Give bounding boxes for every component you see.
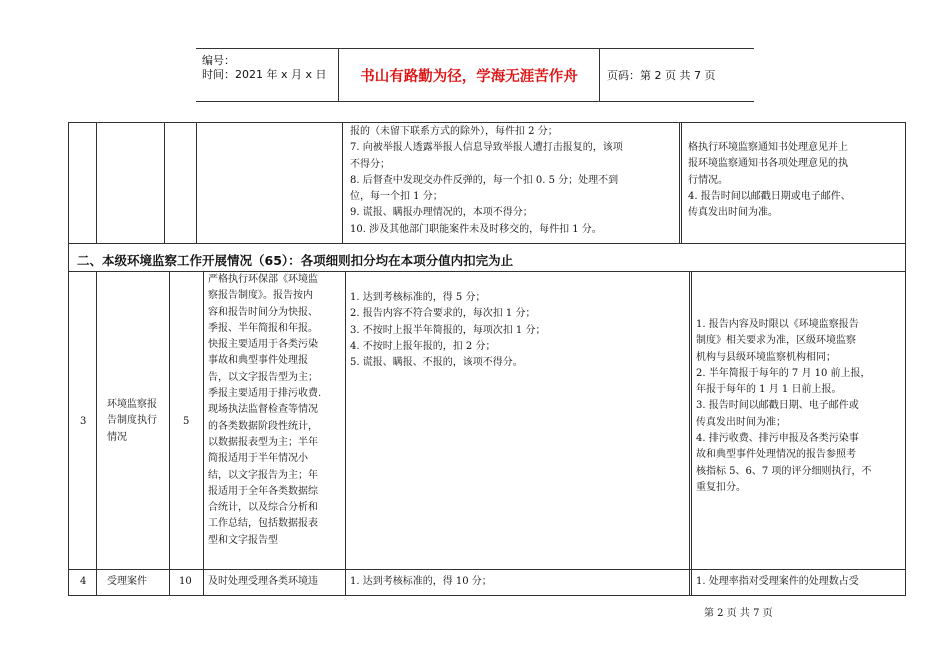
row4-name: 受理案件 (107, 576, 147, 587)
document-header (196, 48, 754, 102)
section-title: 二、本级环境监察工作开展情况（65）：各项细则扣分均在本项分值内扣完为止 (77, 253, 514, 268)
column-divider (203, 271, 204, 595)
row-divider (69, 271, 905, 272)
column-divider (196, 123, 197, 243)
header-motto-cell (338, 49, 600, 101)
row4-content: 及时处理受理各类环境违 (208, 576, 318, 587)
row4-score: 10 (179, 576, 192, 587)
header-page-cell (599, 49, 754, 101)
row-divider (69, 569, 905, 570)
column-divider (689, 271, 690, 595)
row4-index: 4 (80, 576, 87, 587)
column-divider (96, 271, 97, 595)
row3-notes: 1. 报告内容及时限以《环境监察报告 制度》相关要求为准，区级环境监察 机构与县级环境监察机构相同； 2. 半年简报于每年的 7 月 10 前上报， 年报于每年的 1 月 1 日前上报。 3. 报告时间以邮戳日期、电子邮件或 传真发出时间为准； 4. 排污收费、排污申报及各类污染事 故和典型事件处理情况的报告参照考 核指标 5、6、7 项的评分细则执行，不 重复扣分。 (696, 319, 872, 493)
motto-text: 书山有路勤为径，学海无涯苦作舟 (360, 69, 578, 85)
column-divider (691, 271, 692, 595)
column-divider (342, 123, 343, 243)
row3-name: 环境监察报 告制度执行 情况 (107, 399, 157, 443)
time-label: 时间：2021 年 x 月 x 日 (202, 68, 327, 81)
row-divider (69, 243, 905, 244)
header-meta-cell (196, 49, 338, 101)
row3-index: 3 (80, 416, 87, 427)
page-footer: 第 2 页 共 7 页 (704, 608, 773, 619)
column-divider (345, 271, 346, 595)
row3-score: 5 (183, 416, 190, 427)
column-divider (169, 271, 170, 595)
top-criteria-text: 报的（未留下联系方式的除外），每件扣 2 分； 7. 向被举报人透露举报人信息导致举报人遭打击报复的，该项 不得分； 8. 后督查中发现交办件反弹的，每一个扣 0. 5 分；处理不到 位，每一个扣 1 分； 9. 谎报、瞒报办理情况的，本项不得分； 10. 涉及其他部门职能案件未及时移交的，每件扣 1 分。 (350, 126, 623, 235)
row4-criteria: 1. 达到考核标准的，得 10 分； (350, 576, 492, 587)
column-divider (681, 123, 682, 243)
row3-content: 严格执行环保部《环境监 察报告制度》。报告按内 容和报告时间分为快报、 季报、半年简报和年报。 快报主要适用于各类污染 事故和典型事件处理报 告，以文字报告型为主； 季报主要适用于排污收费. 现场执法监督检查等情况 的各类数据阶段性统计， 以数据报表型为主；半年 简报适用于半年情况小 结，以文字报告为主；年 报适用于全年各类数据综 合统计，以及综合分析和 工作总结，包括数据报表 型和文字报告型 (208, 274, 322, 546)
top-notes-text: 格执行环境监察通知书处理意见并上 报环境监察通知书各项处理意见的执 行情况。 4. 报告时间以邮戳日期或电子邮件、 传真发出时间为准。 (688, 142, 851, 219)
number-label: 编号： (202, 54, 235, 67)
assessment-table (68, 122, 906, 596)
row3-criteria: 1. 达到考核标准的，得 5 分； 2. 报告内容不符合要求的，每次扣 1 分； 3. 不按时上报半年简报的，每项次扣 1 分； 4. 不按时上报年报的，扣 2 分； 5. 谎报、瞒报、不报的，该项不得分。 (350, 292, 546, 369)
column-divider (164, 123, 165, 243)
row4-notes: 1. 处理率指对受理案件的处理数占受 (696, 576, 859, 587)
column-divider (679, 123, 680, 243)
column-divider (96, 123, 97, 243)
page-info: 页码：第 2 页 共 7 页 (607, 69, 716, 82)
